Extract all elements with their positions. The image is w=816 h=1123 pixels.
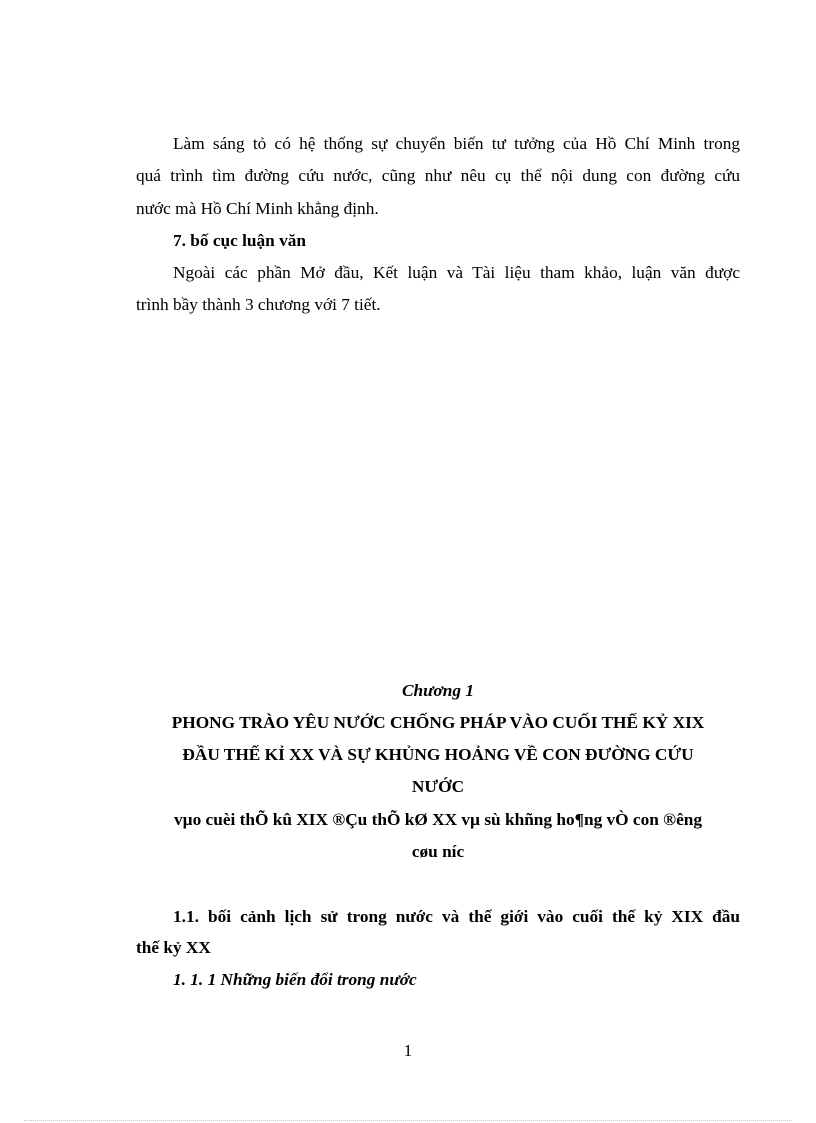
page-number: 1 [403,1041,413,1060]
section-7-heading: 7. bố cục luận văn [173,231,307,250]
section-1-1-1-heading: 1. 1. 1 Những biến đổi trong nước [173,970,417,989]
intro-line-1: Làm sáng tỏ có hệ thống sự chuyển biến tư tưởng của Hồ Chí Minh trong [173,134,740,153]
section-7-line-2: trình bầy thành 3 chương với 7 tiết. [136,295,381,314]
section-1-1-heading-line-2: thế kỷ XX [136,938,211,957]
page-bottom-divider [24,1120,792,1121]
chapter-label: Chương 1 [402,681,474,700]
chapter-garbled-line-1: vµo cuèi thÕ kû XIX ®Çu thÕ kØ XX vµ sù khñng ho¶ng vÒ con ®êng [173,810,703,829]
intro-line-2: quá trình tìm đường cứu nước, cũng như nêu cụ thể nội dung con đường cứu [136,166,740,185]
chapter-title-line-2: ĐẦU THẾ KỈ XX VÀ SỰ KHỦNG HOẢNG VỀ CON ĐƯỜNG CỨU [182,745,694,764]
chapter-garbled-line-2: cøu níc [411,842,465,861]
chapter-title-line-3: NƯỚC [411,777,465,796]
intro-line-3: nước mà Hồ Chí Minh khẳng định. [136,199,379,218]
chapter-title-line-1: PHONG TRÀO YÊU NƯỚC CHỐNG PHÁP VÀO CUỐI THẾ KỶ XIX [171,713,705,732]
section-7-line-1: Ngoài các phần Mở đầu, Kết luận và Tài liệu tham khảo, luận văn được [173,263,740,282]
section-1-1-heading-line-1: 1.1. bối cảnh lịch sử trong nước và thế giới vào cuối thế kỷ XIX đầu [173,907,740,926]
